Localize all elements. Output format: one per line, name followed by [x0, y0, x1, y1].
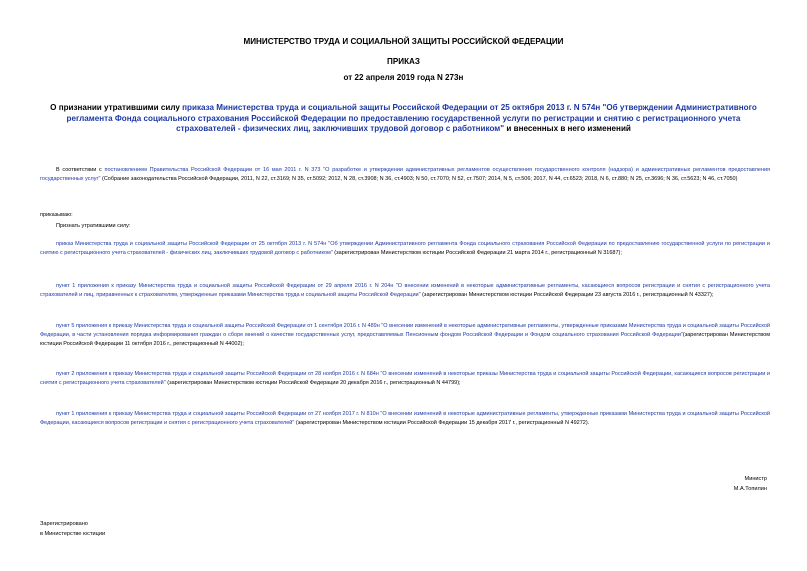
preamble-suffix: (Собрание законодательства Российской Федерации, 2011, N 22, ст.3169; N 35, ст.5092; 2012, N 28, ст.3908; N 36, ст.4903; N 50, ст.7070; N 52, ст.7507; 2014, N 5, ст.506; 2017, N 44, ст.6523; 2018, N 6, ст.880; N 25, ст.3696; N 36, ст.5623; N 46, ст.7050) — [100, 175, 738, 182]
signature-name: М.А.Топилин — [733, 486, 767, 492]
ministry-heading: МИНИСТЕРСТВО ТРУДА И СОЦИАЛЬНОЙ ЗАЩИТЫ РОССИЙСКОЙ ФЕДЕРАЦИИ — [243, 37, 564, 46]
item-link[interactable]: приказ Министерства труда и социальной защиты Российской Федерации от 25 октября 2013 г. N 574н "Об утверждении Административного регламента Фонда социального страхования Российской Федерации по предоставлению государственной услуги по регистрации и снятию с регистрационного учета страхователей - физических лиц, заключивших трудовой договор с работником" — [40, 241, 770, 256]
item-text: (зарегистрирован Министерством юстиции Российской Федерации 15 декабря 2017 г., регистрационный N 49272). — [294, 419, 590, 426]
document-title — [40, 103, 767, 135]
list-item — [40, 282, 770, 300]
item-text: (зарегистрирован Министерством юстиции Российской Федерации 11 октября 2016 г., регистрационный N 44002); — [40, 331, 770, 347]
list-item — [40, 370, 770, 388]
order-word: приказываю: — [40, 212, 73, 218]
recognize-line: Признать утратившими силу: — [56, 223, 131, 229]
title-link[interactable]: приказа Министерства труда и социальной защиты Российской Федерации от 25 октября 2013 г. N 574н "Об утверждении Административного регламента Фонда социального страхования Российской Федерации по предоставлению государственной услуги по регистрации и снятию с регистрационного учета страхователей - физических лиц, заключивших трудовой договор с работником" — [66, 103, 757, 133]
item-link[interactable]: пункт 2 приложения к приказу Министерства труда и социальной защиты Российской Федерации от 28 ноября 2016 г. N 684н "О внесении изменений в некоторые приказы Министерства труда и социальной защиты Российской Федерации, касающиеся вопросов регистрации и снятия с регистрационного учета страхователей" — [40, 371, 770, 386]
item-text: (зарегистрирован Министерством юстиции Российской Федерации 21 марта 2014 г., регистрационный N 31687); — [332, 249, 622, 256]
signature-position: Министр — [744, 476, 767, 482]
document-type: ПРИКАЗ — [387, 57, 420, 66]
title-suffix: и внесенных в него изменений — [504, 124, 631, 133]
item-link[interactable]: пункт 1 приложения к приказу Министерства труда и социальной защиты Российской Федерации от 29 апреля 2016 г. N 204н "О внесении изменений в некоторые административные регламенты, касающиеся вопросов регистрации и снятия с регистрационного учета страхователей и лиц, приравненных к страхователям, утвержденные приказами Министерства труда и социальной защиты Российской Федерации" — [40, 283, 770, 298]
preamble-prefix: В соответствии с — [56, 167, 105, 173]
item-link[interactable]: пункт 1 приложения к приказу Министерства труда и социальной защиты Российской Федерации от 27 ноября 2017 г. N 810н "О внесении изменений в некоторые административные регламенты, утвержденные приказами Министерства труда и социальной защиты Российской Федерации, касающиеся вопросов регистрации и снятия с регистрационного учета страхователей" — [40, 411, 770, 426]
document-date-number: от 22 апреля 2019 года N 273н — [343, 73, 464, 82]
list-item — [40, 240, 770, 258]
preamble-paragraph — [40, 166, 770, 184]
preamble-link[interactable]: постановлением Правительства Российской Федерации от 16 мая 2011 г. N 373 "О разработке и утверждении административных регламентов осуществления государственного контроля (надзора) и административных регламентов предоставления государственных услуг" — [40, 167, 770, 182]
registration-line-2: в Министерстве юстиции — [40, 531, 106, 537]
signature-block — [734, 474, 767, 494]
list-item — [40, 322, 770, 348]
title-prefix: О признании утратившими силу — [50, 103, 183, 112]
item-link[interactable]: пункт 5 приложения к приказу Министерства труда и социальной защиты Российской Федерации от 1 сентября 2016 г. N 489н "О внесении изменений в некоторые административные регламенты, утвержденные приказами Министерства труда и социальной защиты Российской Федерации, в части установления порядка информирования граждан о сборе мнений о качестве государственных услуг, предоставляемых Пенсионным фондом Российской Федерации и Фондом социального страхования Российской Федерации" — [40, 323, 770, 338]
item-text: (зарегистрирован Министерством юстиции Российской Федерации 20 декабря 2016 г., регистрационный N 44799); — [165, 379, 461, 386]
list-item — [40, 410, 770, 428]
registration-line-1: Зарегистрировано — [40, 521, 88, 527]
registration-block — [40, 519, 105, 539]
item-text: (зарегистрирован Министерством юстиции Российской Федерации 23 августа 2016 г., регистрационный N 43327); — [420, 291, 714, 298]
